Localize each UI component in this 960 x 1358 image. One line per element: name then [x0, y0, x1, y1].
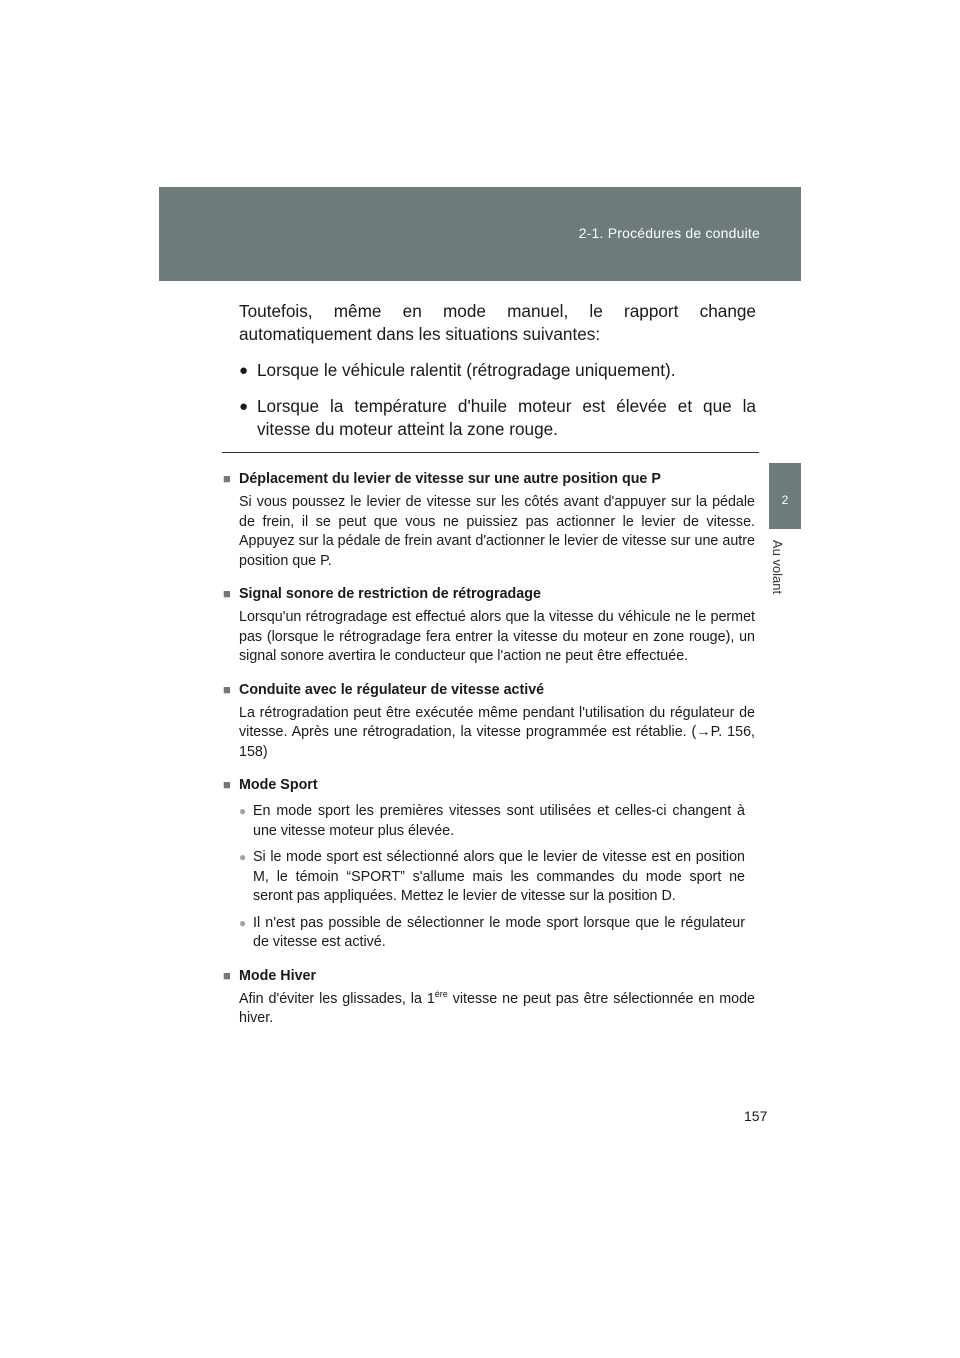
note-heading-text: Conduite avec le régulateur de vitesse activé — [239, 681, 545, 698]
note-heading-text: Mode Sport — [239, 777, 318, 793]
chapter-tab — [769, 463, 801, 529]
notes-section — [223, 469, 755, 1029]
list-item — [239, 914, 745, 953]
bullet-icon: ● — [239, 915, 247, 930]
note-body-text: Afin d'éviter les glissades, la 1 — [239, 990, 435, 1007]
note-body: Si vous poussez le levier de vitesse sur les côtés avant d'appuyer sur la pédale de frein, il se peut que vous ne puissiez pas actionner le levier de vitesse. Appuyez sur la pédale de frein avant d'actionner le levier de vitesse sur une autre position que P. — [239, 494, 755, 569]
note-body — [239, 990, 755, 1029]
list-item-text: Lorsque le véhicule ralentit (rétrogradage uniquement). — [257, 360, 676, 380]
note-body: Lorsqu'un rétrogradage est effectué alors que la vitesse du véhicule ne le permet pas (lorsque le rétrogradage fera entrer la vitesse du moteur en zone rouge), un signal sonore avertira le conducteur que l'action ne peut être effectuée. — [239, 609, 755, 664]
note-heading-text: Signal sonore de restriction de rétrogradage — [239, 586, 541, 602]
bullet-icon: ● — [239, 850, 247, 864]
divider — [222, 452, 759, 453]
bullet-icon: ● — [239, 804, 247, 818]
chapter-number: 2 — [781, 493, 789, 507]
list-item-text: Lorsque la température d'huile moteur est élevée et que la vitesse du moteur atteint la zone rouge. — [257, 396, 756, 439]
square-bullet-icon: ■ — [223, 681, 231, 697]
note-heading — [223, 966, 755, 986]
bullet-icon: ● — [239, 398, 249, 415]
list-item — [239, 848, 745, 907]
note-heading — [223, 469, 755, 489]
intro-paragraph: Toutefois, même en mode manuel, le rapport change automatiquement dans les situations suivantes: — [239, 301, 756, 344]
note-heading-text: Mode Hiver — [239, 967, 317, 984]
list-item — [239, 395, 756, 441]
header-band — [159, 187, 801, 281]
chapter-label: Au volant — [770, 539, 785, 595]
main-text — [239, 300, 756, 441]
section-title: 2-1. Procédures de conduite — [578, 225, 760, 241]
square-bullet-icon: ■ — [223, 586, 231, 601]
square-bullet-icon: ■ — [223, 777, 231, 792]
list-item — [239, 802, 745, 841]
note-body: La rétrogradation peut être exécutée même pendant l'utilisation du régulateur de vitesse. Après une rétrogradation, la vitesse programmée est rétablie. (→P. 156, 158) — [239, 704, 755, 760]
page-number: 157 — [744, 1108, 768, 1124]
list-item-text: Il n'est pas possible de sélectionner le mode sport lorsque que le régulateur de vitesse est activé. — [253, 914, 745, 950]
note-body-text: vitesse ne peut pas être sélectionnée en mode hiver. — [239, 990, 755, 1026]
square-bullet-icon: ■ — [223, 471, 231, 486]
note-heading — [223, 680, 755, 700]
superscript: ére — [434, 988, 448, 999]
list-item — [239, 359, 756, 382]
list-item-text: Si le mode sport est sélectionné alors que le levier de vitesse est en position M, le témoin “SPORT” s'allume mais les commandes du mode sport ne seront pas appliquées. Mettez le levier de vitesse sur la position D. — [253, 849, 745, 904]
square-bullet-icon: ■ — [223, 967, 231, 983]
bullet-icon: ● — [239, 362, 249, 379]
note-heading-text: Déplacement du levier de vitesse sur une autre position que P — [239, 471, 661, 487]
note-heading — [223, 584, 755, 604]
note-heading — [223, 775, 755, 795]
list-item-text: En mode sport les premières vitesses sont utilisées et celles-ci changent à une vitesse moteur plus élevée. — [253, 803, 745, 839]
